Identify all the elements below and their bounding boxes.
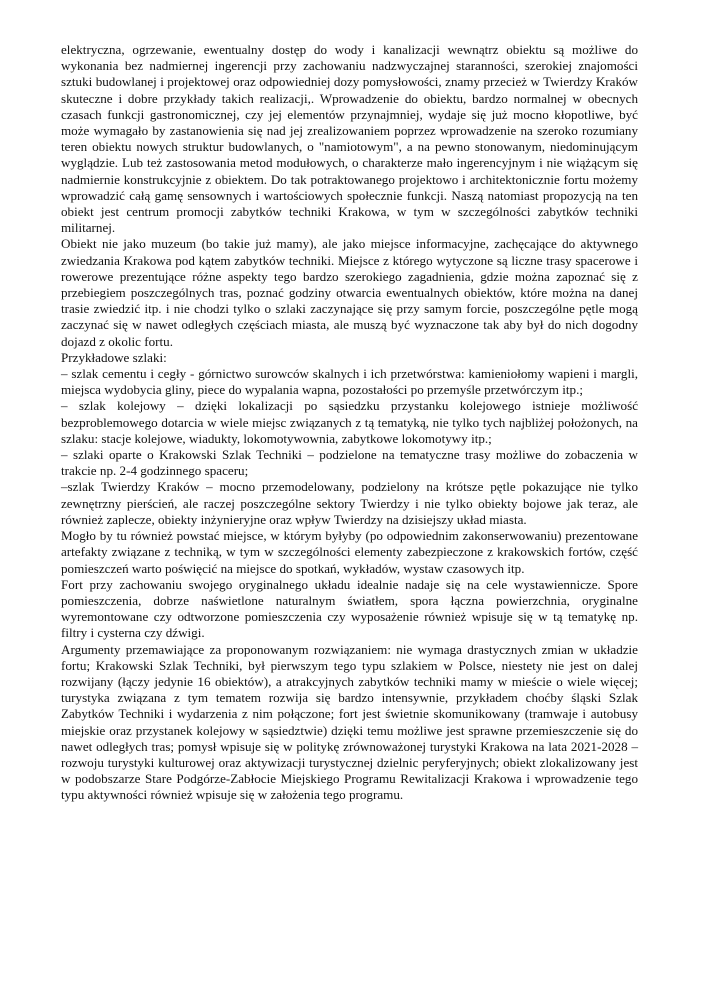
paragraph-information-center: Obiekt nie jako muzeum (bo takie już mamy), ale jako miejsce informacyjne, zachęcające do aktywnego zwiedzania Krakowa pod kątem zabytków techniki. Miejsce z którego wytyczone są liczne trasy spacerowe i rowerowe prezentujące różne aspekty tego bardzo szerokiego zagadnienia, gdzie można zapoznać się z przebiegiem poszczególnych tras, poznać godziny otwarcia ewentualnych obiektów, które można na danej trasie zwiedzić itp. i nie chodzi tylko o szlaki zaczynające się przy samym forcie, poszczególne pętle mogą zaczynać się w nawet odległych częściach miasta, ale muszą być wyznaczone tak aby był do nich dogodny dojazd z okolic fortu. xyxy=(61,236,638,349)
paragraph-arguments: Argumenty przemawiające za proponowanym rozwiązaniem: nie wymaga drastycznych zmian w układzie fortu; Krakowski Szlak Techniki, był pierwszym tego typu szlakiem w Polsce, niestety nie jest on dalej rozwijany (łączy jedynie 16 obiektów), a atrakcyjnych zabytków techniki mamy w mieście o wiele więcej; turystyka związana z tym tematem rozwija się bardzo intensywnie, przykładem choćby śląski Szlak Zabytków Techniki i wydarzenia z nim połączone; fort jest świetnie skomunikowany (tramwaje i autobusy miejskie oraz przystanek kolejowy w sąsiedztwie) dzięki temu możliwe jest sprawne przemieszczenie się do nawet odległych tras; pomysł wpisuje się w politykę zrównoważonej turystyki Krakowa na lata 2021-2028 – rozwoju turystyki kulturowej oraz aktywizacji turystycznej dzielnic peryferyjnych; obiekt zlokalizowany jest w podobszarze Stare Podgórze-Zabłocie Miejskiego Programu Rewitalizacji Krakowa i wprowadzenie tego typu aktywności również wpisuje się w założenia tego programu. xyxy=(61,641,638,803)
list-item-technology-trail: – szlaki oparte o Krakowski Szlak Techniki – podzielone na tematyczne trasy możliwe do zobaczenia w trakcie np. 2-4 godzinnego spaceru; xyxy=(61,447,638,479)
paragraph-example-trails-heading: Przykładowe szlaki: xyxy=(61,349,167,365)
list-item-railway-trail: – szlak kolejowy – dzięki lokalizacji po sąsiedzku przystanku kolejowego istnieje możliwość bezproblemowego dotarcia w wiele miejsc związanych z tą tematyką, nie tylko tych najbliżej położonych, na szlaku: stacje kolejowe, wiadukty, lokomotywownia, zabytkowe lokomotywy itp.; xyxy=(61,398,638,446)
paragraph-artifacts-exhibition: Mogło by tu również powstać miejsce, w którym byłyby (po odpowiednim zakonserwowaniu) prezentowane artefakty związane z techniką, w tym w szczególności elementy zabezpieczone z krakowskich fortów, część pomieszczeń warto poświęcić na miejsce do spotkań, wykładów, wystaw czasowych itp. xyxy=(61,528,638,576)
document-body xyxy=(61,42,638,804)
paragraph-utilities-and-gastronomy: elektryczna, ogrzewanie, ewentualny dostęp do wody i kanalizacji wewnątrz obiektu są możliwe do wykonania bez nadmiernej ingerencji przy zachowaniu nadzwyczajnej staranności, szerokiej znajomości sztuki budowlanej i projektowej oraz odpowiedniej dozy pomysłowości, znamy przecież w Twierdzy Kraków skuteczne i dobre przykłady takich realizacji,. Wprowadzenie do obiektu, bardzo normalnej w obecnych czasach funkcji gastronomicznej, czy jej elementów przynajmniej, wydaje się już mocno kłopotliwe, być może wymagało by zastanowienia się nad jej zrealizowaniem poprzez wprowadzenie na szeroko rozumiany teren obiektu nowych struktur budowlanych, o "namiotowym", a na pewno stonowanym, niedominującym wyglądzie. Lub też zastosowania metod modułowych, o charakterze mało ingerencyjnym i nie wiążącym się nadmiernie konstrukcyjnie z obiektem. Do tak potraktowanego projektowo i architektonicznie fortu możemy wprowadzić całą gamę sensownych i wartościowych społecznie funkcji. Naszą natomiast propozycją na ten obiekt jest centrum promocji zabytków techniki Krakowa, w tym w szczególności zabytków techniki militarnej. xyxy=(61,42,638,236)
paragraph-fort-exhibition-suitability: Fort przy zachowaniu swojego oryginalnego układu idealnie nadaje się na cele wystawiennicze. Spore pomieszczenia, dobrze naświetlone naturalnym światłem, spora łączna powierzchnia, oryginalne wyremontowane czy odtworzone pomieszczenia czy wyposażenie również wpisuje się w tą tematykę np. filtry i cysterna czy dźwigi. xyxy=(61,576,638,641)
list-item-fortress-trail: –szlak Twierdzy Kraków – mocno przemodelowany, podzielony na krótsze pętle pokazujące nie tylko zewnętrzny pierścień, ale raczej poszczególne sektory Twierdzy i nie tylko obiekty bojowe jak teraz, ale również zaplecze, obiekty inżynieryjne oraz wpływ Twierdzy na dzisiejszy układ miasta. xyxy=(61,479,638,527)
list-item-cement-brick-trail: – szlak cementu i cegły - górnictwo surowców skalnych i ich przetwórstwa: kamieniołomy wapieni i margli, miejsca wydobycia gliny, piece do wypalania wapna, pozostałości po przemyśle przetwórczym itp.; xyxy=(61,366,638,398)
